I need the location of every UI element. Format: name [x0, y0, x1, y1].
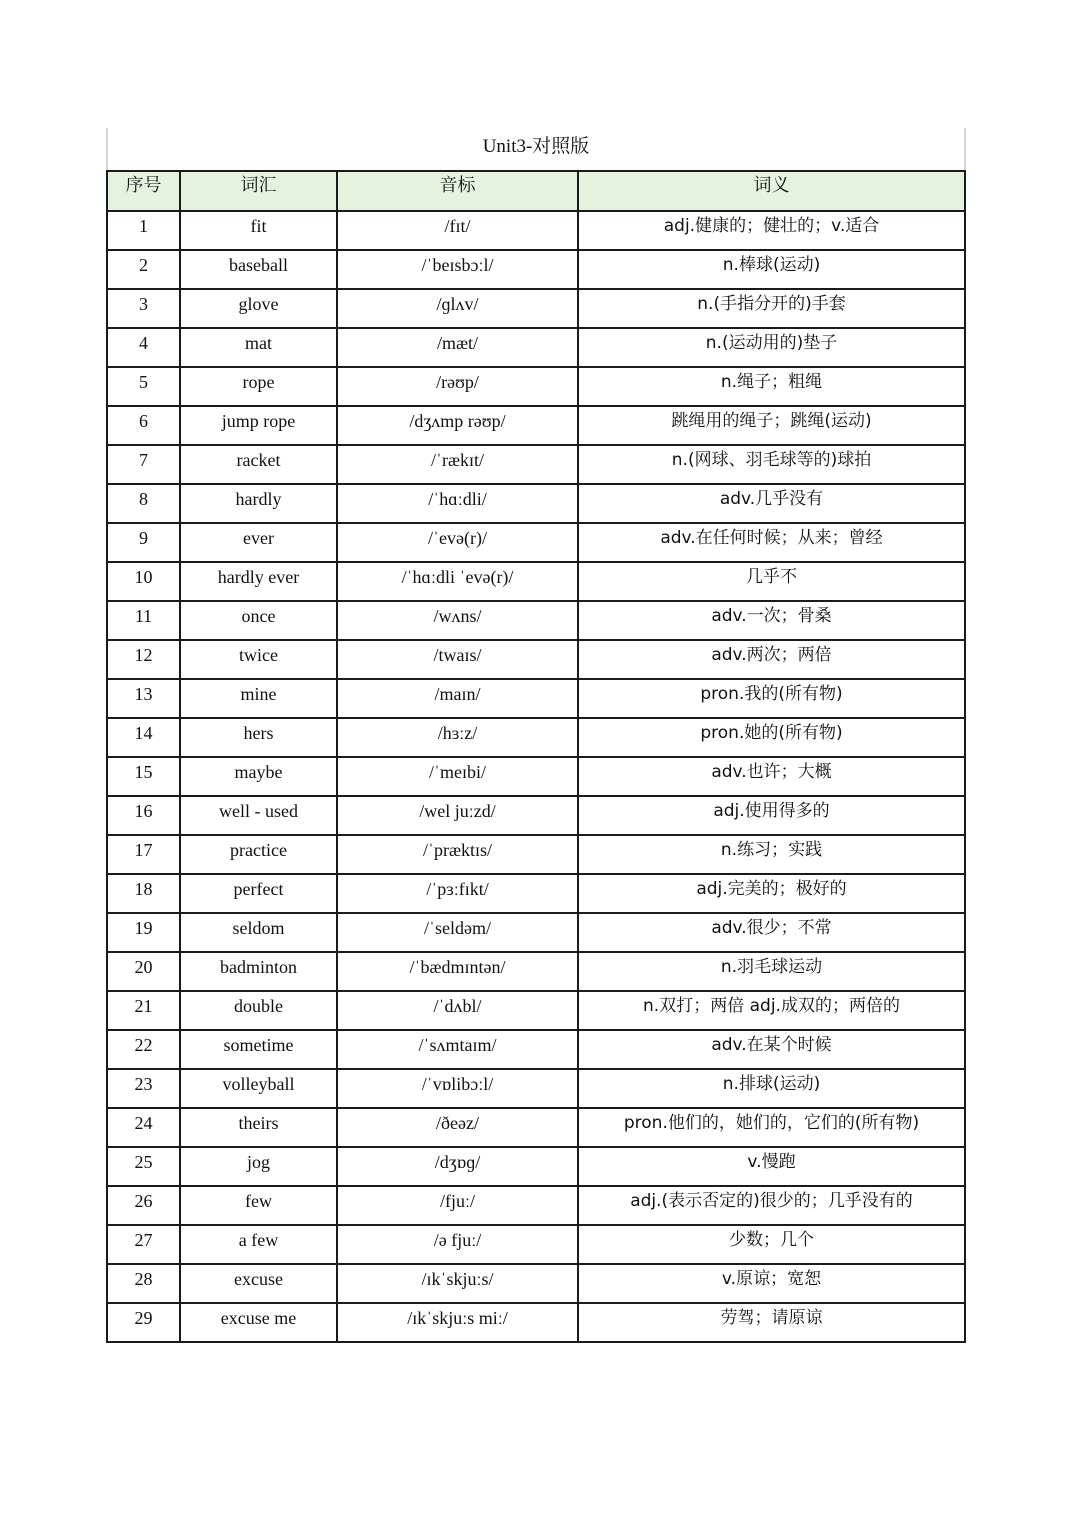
cell-number: 6 — [107, 406, 180, 445]
cell-number: 15 — [107, 757, 180, 796]
cell-number: 8 — [107, 484, 180, 523]
header-meaning: 词义 — [578, 171, 965, 211]
table-row — [107, 562, 965, 601]
cell-meaning: n.(手指分开的)手套 — [578, 289, 965, 328]
cell-number: 3 — [107, 289, 180, 328]
cell-number: 5 — [107, 367, 180, 406]
cell-number: 25 — [107, 1147, 180, 1186]
cell-phonetic: /ə fjuː/ — [337, 1225, 578, 1264]
table-row — [107, 1186, 965, 1225]
cell-meaning: pron.他们的，她们的，它们的(所有物) — [578, 1108, 965, 1147]
table-row — [107, 1225, 965, 1264]
cell-meaning: n.绳子；粗绳 — [578, 367, 965, 406]
table-header — [107, 171, 965, 211]
cell-number: 28 — [107, 1264, 180, 1303]
cell-word: twice — [180, 640, 337, 679]
cell-number: 20 — [107, 952, 180, 991]
cell-number: 26 — [107, 1186, 180, 1225]
cell-number: 7 — [107, 445, 180, 484]
cell-word: few — [180, 1186, 337, 1225]
cell-number: 12 — [107, 640, 180, 679]
cell-number: 18 — [107, 874, 180, 913]
table-row — [107, 328, 965, 367]
cell-number: 13 — [107, 679, 180, 718]
header-word: 词汇 — [180, 171, 337, 211]
cell-number: 21 — [107, 991, 180, 1030]
table-row — [107, 1303, 965, 1342]
table-row — [107, 640, 965, 679]
cell-phonetic: /wel juːzd/ — [337, 796, 578, 835]
cell-word: baseball — [180, 250, 337, 289]
table-row — [107, 796, 965, 835]
cell-phonetic: /ˈdʌbl/ — [337, 991, 578, 1030]
cell-meaning: n.双打；两倍 adj.成双的；两倍的 — [578, 991, 965, 1030]
cell-word: badminton — [180, 952, 337, 991]
cell-number: 16 — [107, 796, 180, 835]
cell-word: rope — [180, 367, 337, 406]
cell-meaning: adv.几乎没有 — [578, 484, 965, 523]
cell-word: mat — [180, 328, 337, 367]
cell-word: a few — [180, 1225, 337, 1264]
cell-phonetic: /ˈpɜːfɪkt/ — [337, 874, 578, 913]
cell-meaning: n.排球(运动) — [578, 1069, 965, 1108]
cell-number: 19 — [107, 913, 180, 952]
cell-phonetic: /rəʊp/ — [337, 367, 578, 406]
table-row — [107, 718, 965, 757]
cell-number: 23 — [107, 1069, 180, 1108]
cell-meaning: adj.完美的；极好的 — [578, 874, 965, 913]
cell-number: 27 — [107, 1225, 180, 1264]
cell-phonetic: /ðeəz/ — [337, 1108, 578, 1147]
cell-number: 4 — [107, 328, 180, 367]
cell-meaning: v.慢跑 — [578, 1147, 965, 1186]
table-row — [107, 874, 965, 913]
table-body — [107, 211, 965, 1342]
cell-meaning: n.羽毛球运动 — [578, 952, 965, 991]
cell-number: 9 — [107, 523, 180, 562]
cell-number: 14 — [107, 718, 180, 757]
cell-word: hardly — [180, 484, 337, 523]
cell-meaning: adv.很少；不常 — [578, 913, 965, 952]
cell-word: maybe — [180, 757, 337, 796]
cell-phonetic: /ɡlʌv/ — [337, 289, 578, 328]
cell-phonetic: /maɪn/ — [337, 679, 578, 718]
vocabulary-table — [106, 170, 966, 1343]
sheet-title: Unit3-对照版 — [106, 128, 966, 170]
cell-meaning: pron.她的(所有物) — [578, 718, 965, 757]
cell-meaning: adj.(表示否定的)很少的；几乎没有的 — [578, 1186, 965, 1225]
cell-number: 11 — [107, 601, 180, 640]
cell-phonetic: /ˈbeɪsbɔːl/ — [337, 250, 578, 289]
cell-meaning: pron.我的(所有物) — [578, 679, 965, 718]
cell-word: practice — [180, 835, 337, 874]
cell-phonetic: /ˈsʌmtaɪm/ — [337, 1030, 578, 1069]
cell-word: hers — [180, 718, 337, 757]
vocabulary-sheet — [106, 128, 966, 1343]
table-row — [107, 952, 965, 991]
cell-phonetic: /wʌns/ — [337, 601, 578, 640]
cell-word: volleyball — [180, 1069, 337, 1108]
cell-phonetic: /ˈseldəm/ — [337, 913, 578, 952]
cell-phonetic: /ɪkˈskjuːs miː/ — [337, 1303, 578, 1342]
table-row — [107, 406, 965, 445]
cell-meaning: n.棒球(运动) — [578, 250, 965, 289]
cell-phonetic: /dʒʌmp rəʊp/ — [337, 406, 578, 445]
table-row — [107, 1147, 965, 1186]
cell-meaning: n.(网球、羽毛球等的)球拍 — [578, 445, 965, 484]
cell-number: 24 — [107, 1108, 180, 1147]
table-row — [107, 835, 965, 874]
cell-phonetic: /mæt/ — [337, 328, 578, 367]
table-row — [107, 367, 965, 406]
cell-meaning: adj.健康的；健壮的；v.适合 — [578, 211, 965, 250]
cell-word: sometime — [180, 1030, 337, 1069]
cell-phonetic: /fjuː/ — [337, 1186, 578, 1225]
cell-word: excuse me — [180, 1303, 337, 1342]
table-row — [107, 913, 965, 952]
cell-word: well - used — [180, 796, 337, 835]
table-row — [107, 211, 965, 250]
table-row — [107, 679, 965, 718]
table-row — [107, 1264, 965, 1303]
table-row — [107, 1030, 965, 1069]
cell-word: racket — [180, 445, 337, 484]
cell-word: hardly ever — [180, 562, 337, 601]
cell-number: 17 — [107, 835, 180, 874]
header-row — [107, 171, 965, 211]
cell-meaning: 劳驾；请原谅 — [578, 1303, 965, 1342]
cell-number: 22 — [107, 1030, 180, 1069]
cell-meaning: v.原谅；宽恕 — [578, 1264, 965, 1303]
header-number: 序号 — [107, 171, 180, 211]
cell-phonetic: /twaɪs/ — [337, 640, 578, 679]
cell-phonetic: /ˈevə(r)/ — [337, 523, 578, 562]
cell-word: seldom — [180, 913, 337, 952]
table-row — [107, 289, 965, 328]
cell-number: 29 — [107, 1303, 180, 1342]
table-row — [107, 523, 965, 562]
cell-word: jump rope — [180, 406, 337, 445]
table-row — [107, 1069, 965, 1108]
cell-word: ever — [180, 523, 337, 562]
cell-word: glove — [180, 289, 337, 328]
cell-number: 1 — [107, 211, 180, 250]
cell-phonetic: /ɪkˈskjuːs/ — [337, 1264, 578, 1303]
cell-phonetic: /fɪt/ — [337, 211, 578, 250]
cell-meaning: 少数；几个 — [578, 1225, 965, 1264]
table-row — [107, 757, 965, 796]
table-row — [107, 484, 965, 523]
cell-meaning: adv.一次；骨桑 — [578, 601, 965, 640]
cell-meaning: adj.使用得多的 — [578, 796, 965, 835]
cell-meaning: adv.在某个时候 — [578, 1030, 965, 1069]
cell-meaning: adv.也许；大概 — [578, 757, 965, 796]
cell-word: jog — [180, 1147, 337, 1186]
cell-word: excuse — [180, 1264, 337, 1303]
cell-word: double — [180, 991, 337, 1030]
cell-number: 2 — [107, 250, 180, 289]
cell-phonetic: /ˈhɑːdli ˈevə(r)/ — [337, 562, 578, 601]
cell-phonetic: /ˈhɑːdli/ — [337, 484, 578, 523]
header-phonetic: 音标 — [337, 171, 578, 211]
cell-word: perfect — [180, 874, 337, 913]
cell-meaning: adv.两次；两倍 — [578, 640, 965, 679]
cell-phonetic: /ˈrækɪt/ — [337, 445, 578, 484]
cell-meaning: 跳绳用的绳子；跳绳(运动) — [578, 406, 965, 445]
cell-phonetic: /ˈmeɪbi/ — [337, 757, 578, 796]
table-row — [107, 601, 965, 640]
cell-phonetic: /ˈpræktɪs/ — [337, 835, 578, 874]
cell-phonetic: /hɜːz/ — [337, 718, 578, 757]
cell-phonetic: /dʒɒɡ/ — [337, 1147, 578, 1186]
cell-meaning: n.练习；实践 — [578, 835, 965, 874]
cell-word: fit — [180, 211, 337, 250]
cell-meaning: adv.在任何时候；从来；曾经 — [578, 523, 965, 562]
cell-phonetic: /ˈvɒlibɔːl/ — [337, 1069, 578, 1108]
cell-meaning: n.(运动用的)垫子 — [578, 328, 965, 367]
cell-number: 10 — [107, 562, 180, 601]
table-row — [107, 991, 965, 1030]
cell-word: mine — [180, 679, 337, 718]
table-row — [107, 1108, 965, 1147]
cell-phonetic: /ˈbædmɪntən/ — [337, 952, 578, 991]
table-row — [107, 445, 965, 484]
cell-word: theirs — [180, 1108, 337, 1147]
cell-meaning: 几乎不 — [578, 562, 965, 601]
cell-word: once — [180, 601, 337, 640]
table-row — [107, 250, 965, 289]
